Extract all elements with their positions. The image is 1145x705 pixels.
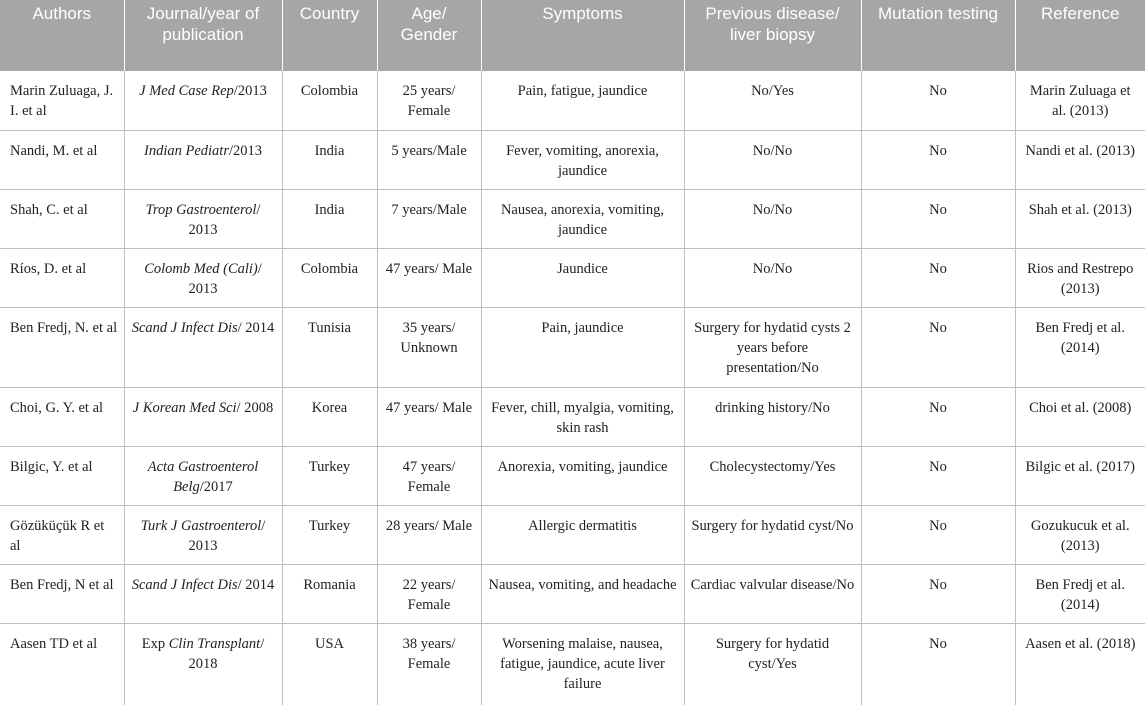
cell-author: Bilgic, Y. et al [0, 446, 124, 505]
cell-reference: Ben Fredj et al. (2014) [1015, 564, 1145, 623]
cell-mutation-testing: No [861, 623, 1015, 705]
cell-author: Ben Fredj, N. et al [0, 307, 124, 387]
cell-author: Nandi, M. et al [0, 130, 124, 189]
cell-author: Aasen TD et al [10, 635, 98, 652]
cell-mutation-testing: No [861, 307, 1015, 387]
cell-previous-disease: No/No [684, 130, 861, 189]
cell-mutation-testing: No [861, 564, 1015, 623]
header-reference: Reference [1015, 0, 1145, 71]
journal-year: / 2018 [188, 635, 265, 672]
cell-country: Colombia [282, 71, 377, 130]
header-mutation-testing: Mutation testing [861, 0, 1015, 71]
journal-name: Trop Gastroenterol [145, 201, 257, 218]
table-body [0, 71, 1145, 705]
table-row [0, 505, 1145, 564]
cell-journal-year [124, 564, 282, 623]
journal-name: J Korean Med Sci [132, 399, 237, 416]
journal-year: /2017 [199, 478, 233, 495]
cell-symptoms: Jaundice [481, 248, 684, 307]
cell-author: Gözüküçük R et al [0, 505, 124, 564]
cell-previous-disease: No/No [684, 248, 861, 307]
cell-mutation-testing: No [861, 130, 1015, 189]
cell-reference: Rios and Restrepo (2013) [1015, 248, 1145, 307]
cell-journal-year [124, 623, 282, 705]
journal-name: Colomb Med (Cali) [144, 260, 258, 277]
cell-reference: Bilgic et al. (2017) [1015, 446, 1145, 505]
cell-symptoms: Pain, jaundice [481, 307, 684, 387]
table-row [0, 387, 1145, 446]
cell-age-gender: 25 years/ Female [377, 71, 481, 130]
cell-author: Ben Fredj, N et al [0, 564, 124, 623]
cell-country: Turkey [282, 446, 377, 505]
header-previous-disease: Previous disease/ liver biopsy [684, 0, 861, 71]
table-row [0, 189, 1145, 248]
header-journal-year: Journal/year of publication [124, 0, 282, 71]
journal-name: Turk J Gastroenterol [140, 517, 262, 534]
cell-previous-disease: No/Yes [684, 71, 861, 130]
table-row [0, 307, 1145, 387]
cell-journal-year [124, 71, 282, 130]
table-row [0, 71, 1145, 130]
cell-journal-year [124, 307, 282, 387]
cell-country: Colombia [282, 248, 377, 307]
cell-previous-disease: Cardiac valvular disease/No [684, 564, 861, 623]
table-header [0, 0, 1145, 71]
cell-mutation-testing: No [861, 189, 1015, 248]
cell-mutation-testing: No [861, 446, 1015, 505]
journal-year: / 2013 [188, 517, 266, 554]
header-age-gender: Age/ Gender [377, 0, 481, 71]
cell-country: Korea [282, 387, 377, 446]
journal-year: / 2014 [237, 319, 275, 336]
cell-age-gender: 7 years/Male [377, 189, 481, 248]
cell-country: India [282, 130, 377, 189]
table-row [0, 446, 1145, 505]
table-row [0, 623, 1145, 705]
header-country: Country [282, 0, 377, 71]
cell-mutation-testing: No [861, 248, 1015, 307]
cell-symptoms: Nausea, anorexia, vomiting, jaundice [481, 189, 684, 248]
journal-year: / 2013 [188, 201, 261, 238]
table-row [0, 248, 1145, 307]
cell-reference: Choi et al. (2008) [1015, 387, 1145, 446]
cell-age-gender: 47 years/ Male [377, 387, 481, 446]
cell-age-gender: 22 years/ Female [377, 564, 481, 623]
cell-journal-year [124, 446, 282, 505]
cell-age-gender: 47 years/ Female [377, 446, 481, 505]
table-row [0, 564, 1145, 623]
journal-name: J Med Case Rep [139, 83, 234, 99]
cell-previous-disease: drinking history/No [684, 387, 861, 446]
cell-country: Turkey [282, 505, 377, 564]
cell-journal-year [124, 248, 282, 307]
cell-country: India [282, 189, 377, 248]
cell-country: Tunisia [282, 307, 377, 387]
cell-previous-disease: No/No [684, 189, 861, 248]
cell-age-gender: 35 years/ Unknown [377, 307, 481, 387]
header-row [0, 0, 1145, 71]
journal-year: / 2013 [188, 260, 262, 297]
header-authors: Authors [0, 0, 124, 71]
journal-year: / 2014 [237, 576, 275, 593]
cell-country: USA [282, 623, 377, 705]
cell-mutation-testing: No [861, 71, 1015, 130]
cell-reference: Marin Zuluaga et al. (2013) [1015, 71, 1145, 130]
cell-journal-year [124, 189, 282, 248]
cell-symptoms: Fever, vomiting, anorexia, jaundice [481, 130, 684, 189]
cell-author: Shah, C. et al [0, 189, 124, 248]
cell-mutation-testing: No [861, 387, 1015, 446]
cell-symptoms: Anorexia, vomiting, jaundice [481, 446, 684, 505]
cell-symptoms: Allergic dermatitis [481, 505, 684, 564]
cell-reference: Shah et al. (2013) [1015, 189, 1145, 248]
cell-symptoms: Pain, fatigue, jaundice [481, 71, 684, 130]
header-symptoms: Symptoms [481, 0, 684, 71]
cell-author: Ríos, D. et al [0, 248, 124, 307]
cell-reference: Nandi et al. (2013) [1015, 130, 1145, 189]
cell-age-gender: 5 years/Male [377, 130, 481, 189]
cell-reference: Gozukucuk et al. (2013) [1015, 505, 1145, 564]
cell-symptoms: Nausea, vomiting, and headache [481, 564, 684, 623]
cell-age-gender: 47 years/ Male [377, 248, 481, 307]
cell-reference: Ben Fredj et al. (2014) [1015, 307, 1145, 387]
journal-name: Acta Gastroenterol Belg [147, 458, 259, 495]
cell-age-gender: 38 years/ Female [377, 623, 481, 705]
cell-journal-year [124, 130, 282, 189]
cell-symptoms: Fever, chill, myalgia, vomiting, skin rash [481, 387, 684, 446]
cell-reference: Aasen et al. (2018) [1015, 623, 1145, 705]
cell-symptoms: Worsening malaise, nausea, fatigue, jaundice, acute liver failure [481, 623, 684, 705]
cell-journal-year [124, 505, 282, 564]
journal-name: Clin Transplant [168, 635, 261, 652]
journal-name: Indian Pediatr [143, 142, 229, 159]
journal-name: Scand J Infect Dis [131, 576, 238, 593]
cell-previous-disease: Surgery for hydatid cyst/No [684, 505, 861, 564]
cell-author: Marin Zuluaga, J. I. et al [0, 71, 124, 130]
journal-year: /2013 [233, 83, 267, 99]
cell-previous-disease: Surgery for hydatid cysts 2 years before presentation/No [684, 307, 861, 387]
cell-country: Romania [282, 564, 377, 623]
cell-journal-year [124, 387, 282, 446]
journal-prefix: Exp [141, 635, 169, 652]
journal-year: /2013 [228, 142, 262, 159]
table-row [0, 130, 1145, 189]
cell-previous-disease: Surgery for hydatid cyst/Yes [684, 623, 861, 705]
cell-previous-disease: Cholecystectomy/Yes [684, 446, 861, 505]
journal-year: / 2008 [236, 399, 274, 416]
cell-author: Choi, G. Y. et al [0, 387, 124, 446]
cell-mutation-testing: No [861, 505, 1015, 564]
cell-age-gender: 28 years/ Male [377, 505, 481, 564]
journal-name: Scand J Infect Dis [131, 319, 238, 336]
